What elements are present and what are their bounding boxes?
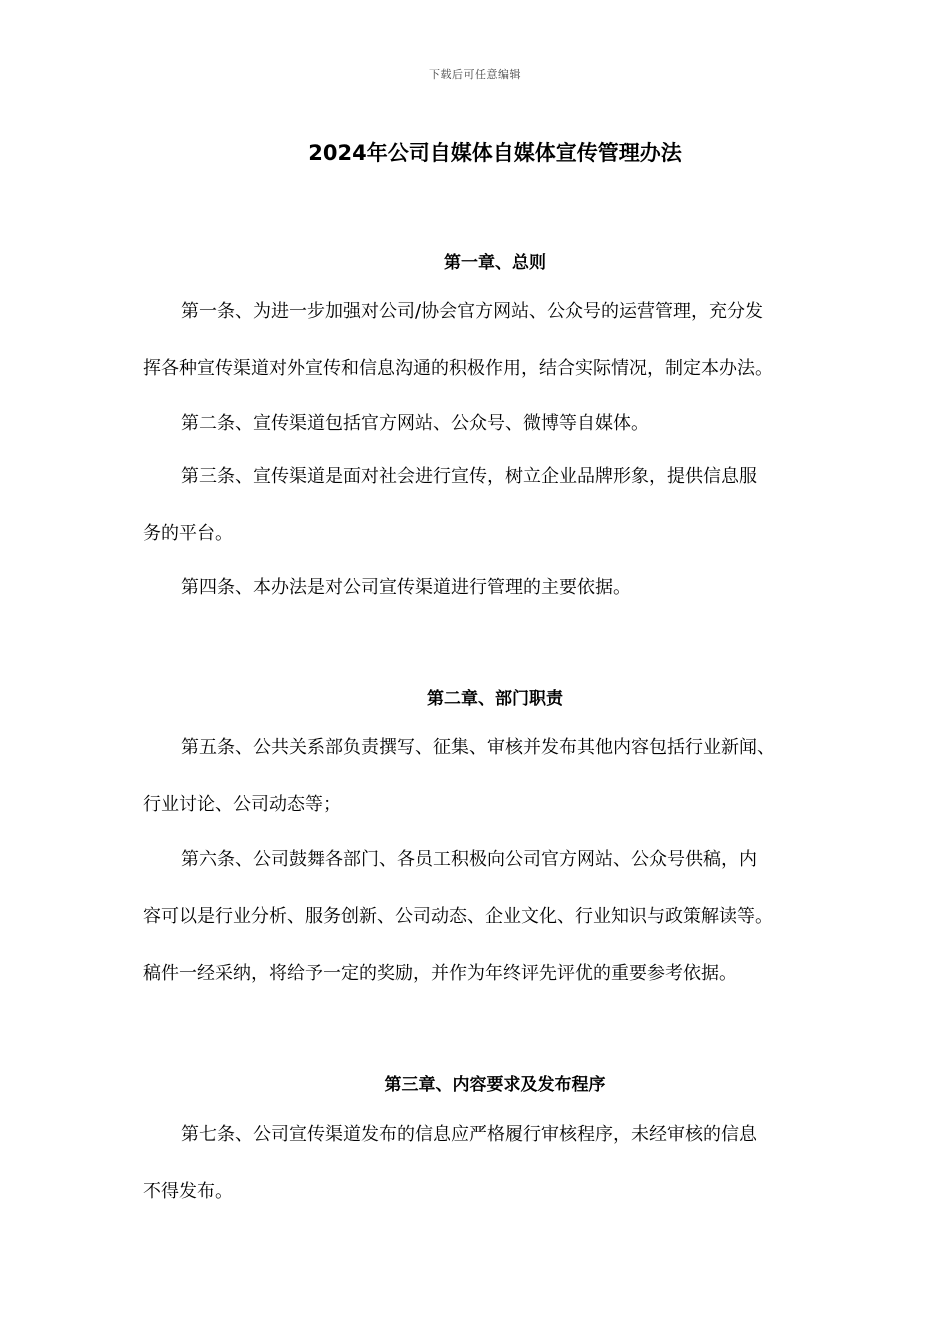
article-1-line-2: 挥各种宣传渠道对外宣传和信息沟通的积极作用，结合实际情况，制定本办法。 [143,358,773,379]
article-7 [143,1106,823,1220]
article-6 [143,831,823,1002]
chapter-heading-1: 第一章、总则 [444,253,546,273]
chapter-heading-3: 第三章、内容要求及发布程序 [384,1075,606,1095]
article-2-line-1: 第二条、宣传渠道包括官方网站、公众号、微博等自媒体。 [181,413,649,434]
article-7-line-2: 不得发布。 [143,1181,233,1202]
article-1-line-1: 第一条、为进一步加强对公司/协会官方网站、公众号的运营管理，充分发 [181,301,764,322]
article-1 [143,283,823,397]
article-4-line-1: 第四条、本办法是对公司宣传渠道进行管理的主要依据。 [181,577,631,598]
article-3-line-1: 第三条、宣传渠道是面对社会进行宣传，树立企业品牌形象，提供信息服 [181,466,757,487]
document-title: 2024年公司自媒体自媒体宣传管理办法 [308,141,682,165]
article-6-line-1: 第六条、公司鼓舞各部门、各员工积极向公司官方网站、公众号供稿，内 [181,849,757,870]
article-6-line-3: 稿件一经采纳，将给予一定的奖励，并作为年终评先评优的重要参考依据。 [143,963,737,984]
article-7-line-1: 第七条、公司宣传渠道发布的信息应严格履行审核程序，未经审核的信息 [181,1124,757,1145]
article-4 [143,559,823,616]
article-5-line-1: 第五条、公共关系部负责撰写、征集、审核并发布其他内容包括行业新闻、 [181,737,775,758]
article-5-line-2: 行业讨论、公司动态等； [143,794,341,815]
header-note: 下载后可任意编辑 [429,68,521,81]
article-3-line-2: 务的平台。 [143,523,233,544]
article-6-line-2: 容可以是行业分析、服务创新、公司动态、企业文化、行业知识与政策解读等。 [143,906,773,927]
chapter-heading-2: 第二章、部门职责 [427,689,563,709]
article-2 [143,395,823,452]
article-3 [143,448,823,562]
article-5 [143,719,823,833]
